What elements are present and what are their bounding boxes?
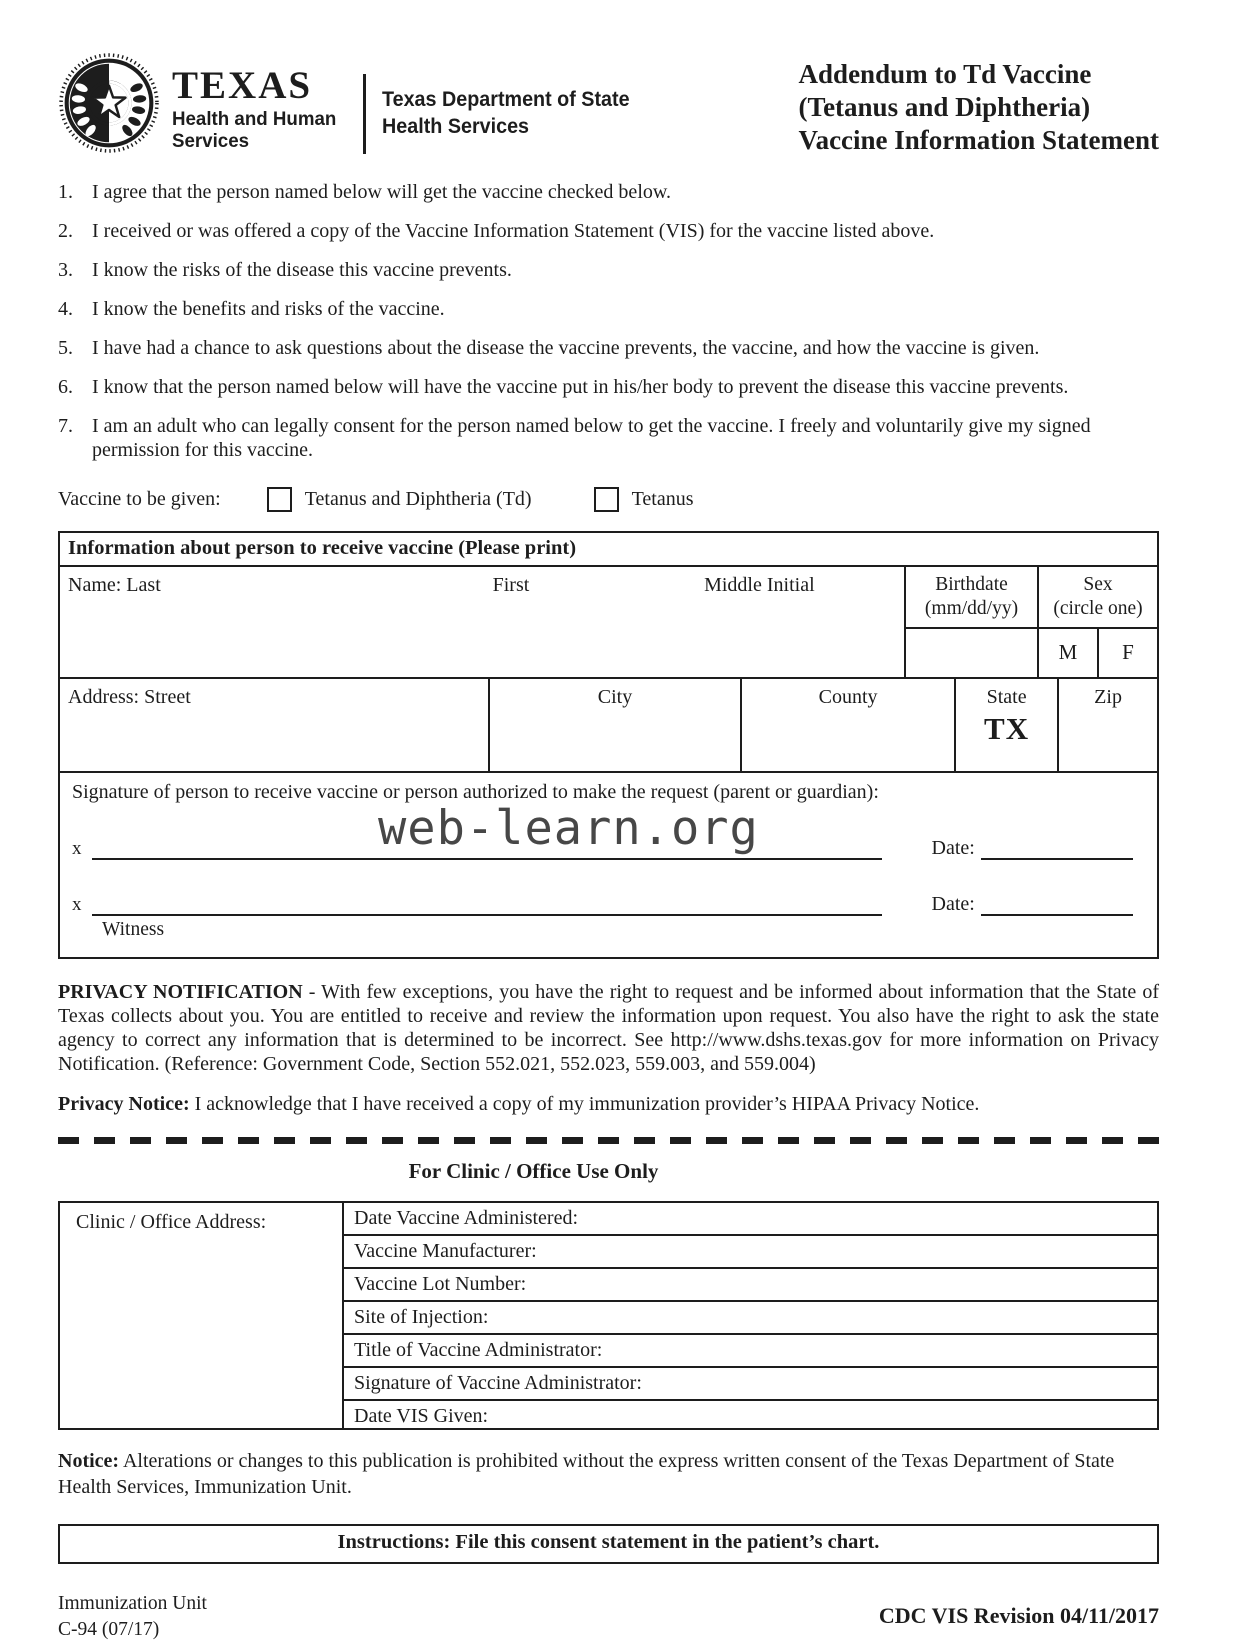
sex-label-line1: Sex (1083, 573, 1113, 595)
dshs-line2: Health Services (382, 115, 530, 139)
clinic-office-table (58, 1201, 1159, 1430)
site-of-injection-field[interactable]: Site of Injection: (344, 1302, 1157, 1335)
date-label-2: Date: (931, 892, 975, 915)
privacy-notice-label: Privacy Notice: (58, 1093, 190, 1116)
clinic-office-address-label: Clinic / Office Address: (76, 1211, 267, 1234)
date-vis-given-field[interactable]: Date VIS Given: (354, 1405, 489, 1428)
clinic-rows (344, 1203, 1157, 1428)
hhs-logo-sub-line2: Services (172, 129, 250, 152)
city-field[interactable] (488, 679, 740, 771)
privacy-notification-text: - With few exceptions, you have the right to request and be informed about information that the State of Texas collects about you. You are entitled to receive and review the information upon request. You also have the right to ask the state agency to correct any information that is determined to be incorrect. See http://www.dshs.texas.gov for more information on Privacy Notification. (Reference: Government Code, Section 552.021, 552.023, 559.003, and 559.004) (58, 980, 1159, 1076)
birthdate-column (904, 567, 1037, 677)
consent-item-3 (58, 258, 1159, 282)
sex-female-option[interactable]: F (1122, 640, 1134, 665)
city-label: City (597, 685, 633, 708)
title-line-2: (Tetanus and Diphtheria) (798, 92, 1091, 123)
sex-label (1039, 567, 1157, 629)
consent-item-2 (58, 219, 1159, 243)
address-row (60, 679, 1157, 773)
name-last-label: Name: Last (68, 573, 161, 596)
item-text: I have had a chance to ask questions about the disease the vaccine prevents, the vaccine, and how the vaccine is given. (92, 336, 1040, 359)
privacy-notice-paragraph (58, 1093, 1159, 1116)
name-field[interactable] (60, 567, 904, 677)
consent-item-5 (58, 336, 1159, 360)
consent-item-7 (58, 414, 1159, 462)
watermark: web-learn.org (378, 800, 759, 856)
consent-item-4 (58, 297, 1159, 321)
signature-section (60, 773, 1157, 957)
item-number: 6. (58, 375, 73, 398)
street-label: Address: Street (68, 685, 191, 708)
signature-of-vaccine-administrator-field[interactable]: Signature of Vaccine Administrator: (344, 1368, 1157, 1401)
zip-label: Zip (1094, 685, 1122, 708)
person-info-table (58, 531, 1159, 959)
tetanus-vaccine-checkbox[interactable] (594, 487, 619, 512)
document-title (799, 46, 1159, 158)
item-number: 3. (58, 258, 73, 281)
footer-left (58, 1591, 207, 1643)
vaccine-manufacturer-field[interactable]: Vaccine Manufacturer: (344, 1236, 1157, 1269)
item-number: 7. (58, 414, 73, 437)
clinic-office-heading: For Clinic / Office Use Only (408, 1159, 659, 1184)
item-text: I agree that the person named below will get the vaccine checked below. (92, 180, 672, 203)
item-text: I know the benefits and risks of the vaccine. (92, 297, 445, 320)
date-vaccine-administered-field[interactable]: Date Vaccine Administered: (344, 1203, 1157, 1236)
date-line-2[interactable] (981, 896, 1133, 916)
sex-column (1037, 567, 1157, 677)
privacy-notification-paragraph (58, 980, 1159, 1077)
consent-item-6 (58, 375, 1159, 399)
item-number: 4. (58, 297, 73, 320)
logo-divider (363, 74, 366, 154)
item-number: 1. (58, 180, 73, 203)
hhs-logo-texas: TEXAS (172, 64, 313, 107)
section-divider (58, 1137, 1159, 1144)
signature-row-2 (72, 893, 1145, 916)
witness-label: Witness (102, 918, 165, 940)
footer-form-number: C-94 (07/17) (58, 1618, 160, 1640)
title-line-1: Addendum to Td Vaccine (798, 59, 1092, 89)
street-field[interactable] (60, 679, 488, 771)
notice-paragraph (58, 1449, 1159, 1500)
birthdate-label (906, 567, 1037, 629)
td-vaccine-checkbox-label: Tetanus and Diphtheria (Td) (304, 487, 532, 510)
footer-revision: CDC VIS Revision 04/11/2017 (878, 1602, 1159, 1628)
item-number: 5. (58, 336, 73, 359)
birthdate-label-line2: (mm/dd/yy) (924, 597, 1019, 619)
sex-options (1039, 629, 1157, 677)
birthdate-field[interactable] (906, 629, 1037, 677)
signature-line-2[interactable] (92, 896, 882, 916)
county-field[interactable] (740, 679, 954, 771)
vaccine-to-be-given-row (58, 487, 1159, 512)
item-text: I received or was offered a copy of the Vaccine Information Statement (VIS) for the vaccine listed above. (92, 219, 935, 242)
sex-label-line2: (circle one) (1053, 597, 1143, 619)
birthdate-label-line1: Birthdate (935, 573, 1008, 595)
page-footer (58, 1591, 1159, 1643)
state-field (954, 679, 1057, 771)
consent-statements-list (58, 180, 1159, 462)
name-birthdate-sex-row (60, 567, 1157, 679)
signature-x-1: x (72, 837, 82, 859)
td-vaccine-checkbox[interactable] (267, 487, 292, 512)
notice-label: Notice: (58, 1450, 120, 1473)
dshs-logo-text (382, 86, 630, 141)
tetanus-vaccine-checkbox-label: Tetanus (631, 487, 694, 510)
date-line-1[interactable] (981, 840, 1133, 860)
title-of-vaccine-administrator-field[interactable]: Title of Vaccine Administrator: (344, 1335, 1157, 1368)
instructions-box: Instructions: File this consent statement in the patient’s chart. (58, 1524, 1159, 1564)
person-info-table-header: Information about person to receive vaccine (Please print) (60, 533, 1157, 567)
sex-male-option[interactable]: M (1039, 629, 1099, 677)
notice-text: Alterations or changes to this publication is prohibited without the express written consent of the Texas Department of State Health Services, Immunization Unit. (58, 1450, 1115, 1498)
vaccine-lot-number-field[interactable]: Vaccine Lot Number: (344, 1269, 1157, 1302)
date-label-1: Date: (931, 836, 975, 859)
state-value: TX (984, 710, 1030, 746)
privacy-notification-label: PRIVACY NOTIFICATION (58, 980, 303, 1003)
name-first-label: First (492, 573, 530, 596)
zip-field[interactable] (1057, 679, 1157, 771)
item-number: 2. (58, 219, 73, 242)
hhs-logo-sub-line1: Health and Human (172, 108, 337, 130)
item-text: I know the risks of the disease this vaccine prevents. (92, 258, 512, 281)
county-label: County (818, 685, 878, 708)
clinic-office-address-field[interactable] (60, 1203, 344, 1428)
consent-item-1 (58, 180, 1159, 204)
state-label: State (986, 685, 1027, 708)
item-text: I am an adult who can legally consent for the person named below to get the vaccine. I freely and voluntarily give my signed permission for this vaccine. (92, 414, 1091, 461)
hhs-logo-text (172, 66, 343, 153)
texas-hhs-seal-icon (58, 52, 160, 154)
signature-section-header: Signature of person to receive vaccine or person authorized to make the request (parent or guardian): (72, 780, 879, 803)
item-text: I know that the person named below will have the vaccine put in his/her body to prevent the disease this vaccine prevents. (92, 375, 1069, 398)
signature-x-2: x (72, 893, 82, 915)
form-header (58, 46, 1159, 158)
footer-unit: Immunization Unit (58, 1592, 207, 1614)
privacy-notice-text: I acknowledge that I have received a copy of my immunization provider’s HIPAA Privacy Notice. (189, 1093, 980, 1116)
vaccine-to-be-given-label: Vaccine to be given: (58, 487, 221, 510)
dshs-line1: Texas Department of State (382, 88, 630, 111)
name-middle-initial-label: Middle Initial (704, 573, 815, 596)
title-line-3: Vaccine Information Statement (798, 125, 1159, 156)
